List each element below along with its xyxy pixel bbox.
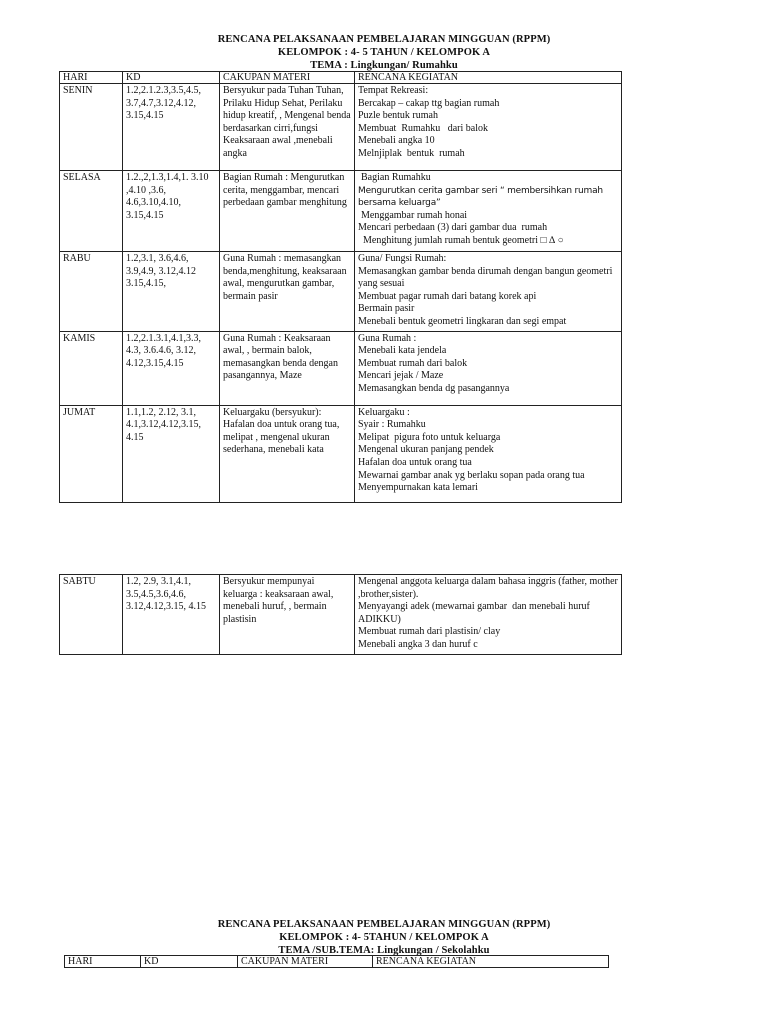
table-row [60, 252, 622, 332]
cell-kd: 1.2,2.1.3.1,4.1,3.3, 4.3, 3.6.4.6, 3.12, 4.12,3.15,4.15 [123, 331, 220, 405]
activity-line: Menebali angka 3 dan huruf c [358, 638, 478, 650]
activity-line: Membuat rumah dari balok [358, 357, 468, 369]
activity-line: Bermain pasir [358, 303, 415, 315]
activity-line: Menebali bentuk geometri lingkaran dan segi empat [358, 315, 567, 327]
document-header-1 [0, 33, 768, 72]
cell-materi: Keluargaku (bersyukur): Hafalan doa untuk orang tua, melipat , mengenal ukuran sederhana, menebali kata [220, 405, 355, 502]
table-row [60, 84, 622, 171]
table-row [60, 171, 622, 252]
column-header-hari: HARI [65, 956, 141, 968]
cell-kegiatan [355, 84, 622, 171]
document-header-2 [0, 918, 768, 957]
cell-kd: 1.2, 2.9, 3.1,4.1, 3.5,4.5,3.6,4.6, 3.12,4.12,3.15, 4.15 [123, 575, 220, 655]
activity-line: Mencari perbedaan (3) dari gambar dua rumah [358, 222, 548, 234]
activity-line: Menghitung jumlah rumah bentuk geometri □ ∆ ○ [363, 234, 564, 246]
doc-title: RENCANA PELAKSANAAN PEMBELAJARAN MINGGUAN (RPPM) [217, 34, 551, 45]
cell-kegiatan [355, 331, 622, 405]
cell-materi: Guna Rumah : memasangkan benda,menghitung, keaksaraan awal, mengurutkan gambar, bermain pasir [220, 252, 355, 332]
activity-line: Menebali kata jendela [358, 345, 447, 357]
cell-kegiatan [355, 252, 622, 332]
column-header-hari: HARI [60, 72, 123, 84]
cell-materi: Guna Rumah : Keaksaraan awal, , bermain balok, memasangkan benda dengan pasangannya, Maze [220, 331, 355, 405]
activity-line: Guna Rumah : [358, 332, 417, 344]
cell-kegiatan [355, 405, 622, 502]
cell-kd: 1.2,3.1, 3.6,4.6, 3.9,4.9, 3.12,4.12 3.15,4.15, [123, 252, 220, 332]
cell-hari: SENIN [60, 84, 123, 171]
activity-line: Membuat pagar rumah dari batang korek api [358, 290, 537, 302]
cell-kd: 1.1,1.2, 2.12, 3.1, 4.1,3.12,4.12,3.15, 4.15 [123, 405, 220, 502]
doc-theme: TEMA /SUB.TEMA: Lingkungan / Sekolahku [278, 945, 490, 956]
activity-line: Hafalan doa untuk orang tua [358, 456, 472, 468]
activity-line: Puzle bentuk rumah [358, 110, 438, 122]
activity-line: Bercakap – cakap ttg bagian rumah [358, 97, 500, 109]
activity-line: Mengenal ukuran panjang pendek [358, 444, 494, 456]
rppm-table-week-2 [64, 955, 609, 968]
activity-line: Mewarnai gambar anak yg berlaku sopan pada orang tua [358, 469, 585, 481]
column-header-materi: CAKUPAN MATERI [220, 72, 355, 84]
doc-theme: TEMA : Lingkungan/ Rumahku [310, 60, 458, 71]
cell-kegiatan [355, 171, 622, 252]
activity-line: Mengurutkan cerita gambar seri “ membersihkan rumah bersama keluarga” [358, 185, 606, 209]
column-header-kd: KD [141, 956, 238, 968]
doc-title: RENCANA PELAKSANAAN PEMBELAJARAN MINGGUAN (RPPM) [217, 919, 551, 930]
activity-line: Melipat pigura foto untuk keluarga [358, 431, 501, 443]
activity-line: Membuat rumah dari plastisin/ clay [358, 626, 501, 638]
table-row [60, 575, 622, 655]
column-header-materi: CAKUPAN MATERI [238, 956, 373, 968]
cell-hari: JUMAT [60, 405, 123, 502]
activity-line: Tempat Rekreasi: [358, 85, 429, 96]
cell-hari: RABU [60, 252, 123, 332]
activity-line: Mengenal anggota keluarga dalam bahasa inggris (father, mother ,brother,sister). [358, 576, 621, 600]
activity-line: Mencari jejak / Maze [358, 370, 444, 382]
activity-line: Menyempurnakan kata lemari [358, 482, 478, 494]
activity-line: Bagian Rumahku [361, 172, 431, 183]
activity-line: Guna/ Fungsi Rumah: [358, 253, 447, 264]
table-row [60, 405, 622, 502]
column-header-kegiatan: RENCANA KEGIATAN [355, 72, 622, 84]
cell-hari: KAMIS [60, 331, 123, 405]
cell-kegiatan [355, 575, 622, 655]
cell-hari: SELASA [60, 171, 123, 252]
activity-line: Menyayangi adek (mewarnai gambar dan menebali huruf ADIKKU) [358, 601, 592, 625]
cell-kd: 1.2,2.1.2.3,3.5,4.5, 3.7,4.7,3.12,4.12, 3.15,4.15 [123, 84, 220, 171]
table-header-row [65, 956, 609, 968]
column-header-kegiatan: RENCANA KEGIATAN [373, 956, 609, 968]
activity-line: Memasangkan gambar benda dirumah dengan bangun geometri yang sesuai [358, 265, 615, 290]
activity-line: Memasangkan benda dg pasangannya [358, 382, 510, 394]
activity-line: Menggambar rumah honai [361, 209, 468, 221]
cell-materi: Bagian Rumah : Mengurutkan cerita, menggambar, mencari perbedaan gambar menghitung [220, 171, 355, 252]
cell-kd: 1.2.,2,1.3,1.4,1. 3.10 ,4.10 ,3.6, 4.6,3.10,4.10, 3.15,4.15 [123, 171, 220, 252]
cell-hari: SABTU [60, 575, 123, 655]
rppm-table-week-1 [59, 71, 622, 503]
doc-group: KELOMPOK : 4- 5TAHUN / KELOMPOK A [279, 932, 489, 943]
activity-line: Membuat Rumahku dari balok [358, 122, 488, 134]
column-header-kd: KD [123, 72, 220, 84]
doc-group: KELOMPOK : 4- 5 TAHUN / KELOMPOK A [277, 47, 491, 58]
activity-line: Melnjiplak bentuk rumah [358, 147, 465, 159]
cell-materi: Bersyukur pada Tuhan Tuhan, Prilaku Hidup Sehat, Perilaku hidup kreatif, , Mengenal benda berdasarkan cirri,fungsi Keaksaraan awal ,menebali angka [220, 84, 355, 171]
activity-line: Menebali angka 10 [358, 135, 435, 147]
table-header-row [60, 72, 622, 84]
cell-materi: Bersyukur mempunyai keluarga : keaksaraan awal, menebali huruf, , bermain plastisin [220, 575, 355, 655]
activity-line: Syair : Rumahku [358, 419, 426, 431]
table-row [60, 331, 622, 405]
activity-line: Keluargaku : [358, 406, 410, 418]
rppm-table-sabtu [59, 574, 622, 655]
